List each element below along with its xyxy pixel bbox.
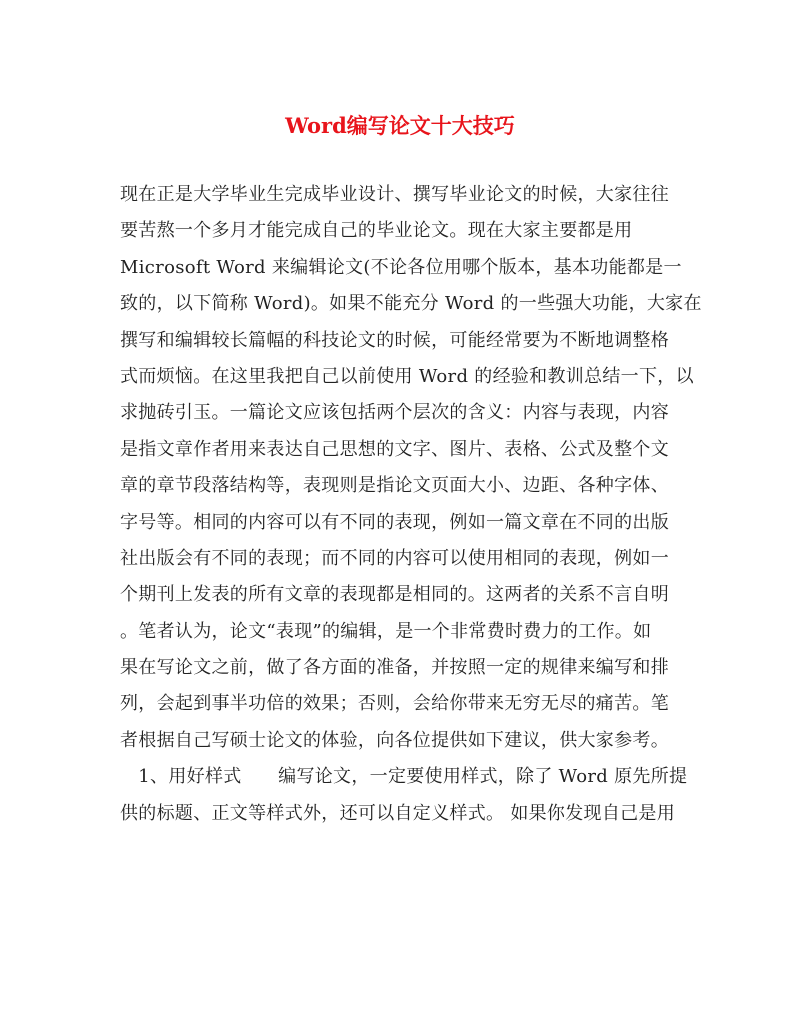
paragraph-line: 。笔者认为，论文“表现”的编辑，是一个非常费时费力的工作。如: [120, 620, 652, 642]
paragraph-line: 致的，以下简称 Word)。如果不能充分 Word 的一些强大功能，大家在: [120, 293, 702, 315]
paragraph-line: 字号等。相同的内容可以有不同的表现，例如一篇文章在不同的出版: [120, 511, 669, 533]
document-title: Word编写论文十大技巧: [285, 113, 515, 138]
paragraph-line: 者根据自己写硕士论文的体验，向各位提供如下建议，供大家参考。: [120, 729, 669, 751]
document-body: [120, 181, 702, 836]
paragraph-line: 求抛砖引玉。一篇论文应该包括两个层次的含义：内容与表现，内容: [120, 402, 669, 424]
paragraph-line: 章的章节段落结构等，表现则是指论文页面大小、边距、各种字体、: [120, 475, 669, 497]
paragraph-line: 要苦熬一个多月才能完成自己的毕业论文。现在大家主要都是用: [120, 220, 633, 242]
paragraph-line: 撰写和编辑较长篇幅的科技论文的时候，可能经常要为不断地调整格: [120, 329, 669, 351]
paragraph-line: 个期刊上发表的所有文章的表现都是相同的。这两者的关系不言自明: [120, 584, 669, 606]
paragraph-line: Microsoft Word 来编辑论文(不论各位用哪个版本，基本功能都是一: [120, 256, 682, 278]
paragraph-line: 是指文章作者用来表达自己思想的文字、图片、表格、公式及整个文: [120, 438, 669, 460]
paragraph-line: 列，会起到事半功倍的效果；否则，会给你带来无穷无尽的痛苦。笔: [120, 693, 669, 715]
paragraph-line: 社出版会有不同的表现；而不同的内容可以使用相同的表现，例如一: [120, 547, 669, 569]
paragraph-line: 供的标题、正文等样式外，还可以自定义样式。 如果你发现自己是用: [120, 802, 676, 824]
paragraph-line: 现在正是大学毕业生完成毕业设计、撰写毕业论文的时候，大家往往: [120, 184, 669, 205]
paragraph-line: 1、用好样式 编写论文，一定要使用样式，除了 Word 原先所提: [120, 766, 688, 788]
paragraph-line: 式而烦恼。在这里我把自己以前使用 Word 的经验和教训总结一下，以: [120, 365, 694, 387]
paragraph-line: 果在写论文之前，做了各方面的准备，并按照一定的规律来编写和排: [120, 657, 669, 679]
